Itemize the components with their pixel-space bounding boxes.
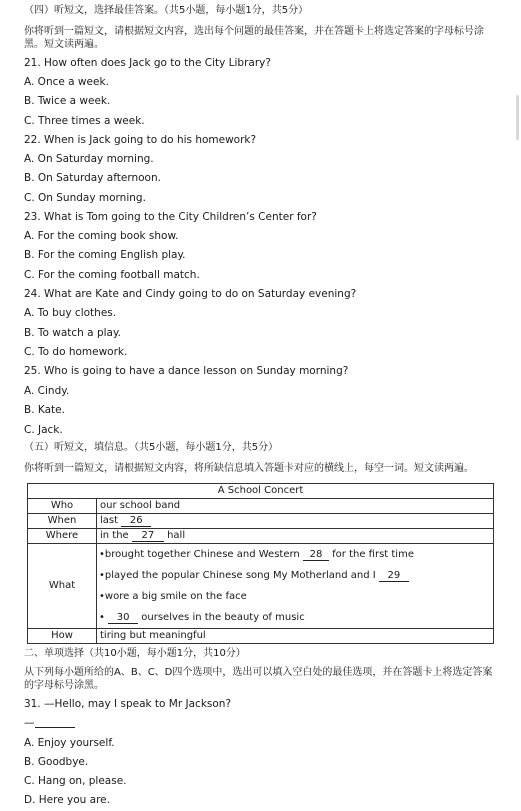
question-22: 22. When is Jack going to do his homework? — [24, 134, 257, 146]
option-25b: B. Kate. — [24, 404, 65, 416]
option-24b: B. To watch a play. — [24, 327, 122, 339]
answer-31-dash: — — [24, 717, 35, 729]
where-value — [97, 529, 494, 544]
section5-instruction: 你将听到一篇短文，请根据短文内容，将所缺信息填入答题卡对应的横线上，每空一词。短文读两遍。 — [24, 463, 474, 474]
blank-30: 30 — [108, 612, 138, 624]
table-title: A School Concert — [28, 484, 494, 499]
option-21c: C. Three times a week. — [24, 115, 145, 127]
part2-instruction: 从下列每小题所给的A、B、C、D四个选项中，选出可以填入空白处的最佳选项，并在答题卡上将选定答案的字母标号涂黑。 — [24, 667, 493, 691]
table-row — [28, 514, 494, 529]
option-23c: C. For the coming football match. — [24, 269, 200, 281]
blank-26: 26 — [121, 515, 151, 527]
when-prefix: last — [100, 515, 119, 526]
option-31a: A. Enjoy yourself. — [24, 737, 115, 749]
option-23a: A. For the coming book show. — [24, 230, 179, 242]
section5-title: （五）听短文，填信息。（共5小题，每小题1分，共5分） — [24, 442, 279, 453]
what1-prefix: •brought together Chinese and Western — [99, 549, 300, 560]
what2-prefix: •played the popular Chinese song My Motherland and I — [99, 570, 376, 581]
where-label: Where — [28, 529, 97, 544]
option-25a: A. Cindy. — [24, 385, 70, 397]
who-label: Who — [28, 499, 97, 514]
what1-suffix: for the first time — [332, 549, 414, 560]
what-line-2 — [97, 565, 493, 586]
answer-31-blank — [35, 719, 75, 728]
option-31b: B. Goodbye. — [24, 756, 89, 768]
scrollbar[interactable] — [516, 95, 519, 140]
option-22a: A. On Saturday morning. — [24, 153, 154, 165]
what4-suffix: ourselves in the beauty of music — [141, 612, 305, 623]
section4-title: （四）听短文，选择最佳答案。（共5小题，每小题1分，共5分） — [24, 5, 309, 16]
option-21b: B. Twice a week. — [24, 95, 111, 107]
table-row — [28, 629, 494, 644]
answer-31 — [24, 716, 75, 730]
option-24a: A. To buy clothes. — [24, 307, 117, 319]
table-row — [28, 544, 494, 629]
where-suffix: hall — [167, 530, 186, 541]
concert-table — [27, 483, 494, 644]
option-22b: B. On Saturday afternoon. — [24, 172, 161, 184]
what-line-4 — [97, 607, 493, 628]
blank-29: 29 — [379, 570, 409, 582]
what-line-1 — [97, 544, 493, 565]
part2-title: 二、单项选择（共10小题，每小题1分，共10分） — [24, 648, 246, 659]
question-21: 21. How often does Jack go to the City Library? — [24, 57, 271, 69]
what-value — [97, 544, 494, 629]
section4-instruction: 你将听到一篇短文，请根据短文内容，选出每个问题的最佳答案，并在答题卡上将选定答案的字母标号涂黑。短文读两遍。 — [24, 26, 484, 50]
question-23: 23. What is Tom going to the City Children’s Center for? — [24, 211, 317, 223]
table-row — [28, 499, 494, 514]
what4-prefix: • — [99, 612, 105, 623]
who-value: our school band — [97, 499, 494, 514]
question-31: 31. —Hello, may I speak to Mr Jackson? — [24, 698, 232, 710]
when-label: When — [28, 514, 97, 529]
blank-27: 27 — [132, 530, 164, 542]
when-value — [97, 514, 494, 529]
what-label: What — [28, 544, 97, 629]
what-line-3: •wore a big smile on the face — [99, 591, 247, 602]
where-prefix: in the — [100, 530, 129, 541]
option-31c: C. Hang on, please. — [24, 775, 127, 787]
option-23b: B. For the coming English play. — [24, 249, 186, 261]
option-31d: D. Here you are. — [24, 794, 110, 806]
option-21a: A. Once a week. — [24, 76, 109, 88]
how-value: tiring but meaningful — [97, 629, 494, 644]
table-row — [28, 529, 494, 544]
option-22c: C. On Sunday morning. — [24, 192, 146, 204]
option-24c: C. To do homework. — [24, 346, 128, 358]
question-24: 24. What are Kate and Cindy going to do on Saturday evening? — [24, 288, 357, 300]
how-label: How — [28, 629, 97, 644]
option-25c: C. Jack. — [24, 424, 63, 436]
question-25: 25. Who is going to have a dance lesson on Sunday morning? — [24, 365, 349, 377]
blank-28: 28 — [303, 549, 329, 561]
